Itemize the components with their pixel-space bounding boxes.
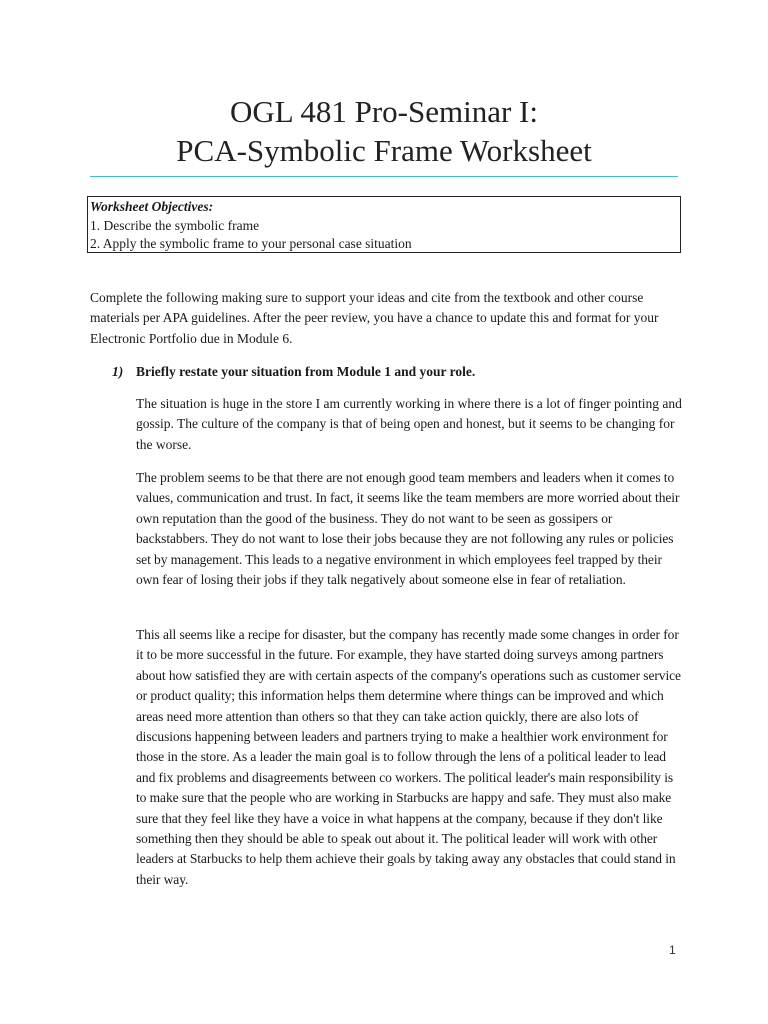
instructions-paragraph: Complete the following making sure to support your ideas and cite from the textbook and other course materials per APA guidelines. After the peer review, you have a chance to update this and format for your Electronic Portfolio due in Module 6. (90, 290, 659, 346)
page-number: 1 (669, 943, 676, 957)
answer-paragraph: The situation is huge in the store I am currently working in where there is a lot of finger pointing and gossip. The culture of the company is that of being open and honest, but it seems to be changing for the worse. (136, 396, 682, 452)
document-title-line-1: OGL 481 Pro-Seminar I: (230, 94, 538, 129)
question-number: 1) (112, 364, 124, 379)
objectives-heading: Worksheet Objectives: (90, 199, 214, 214)
answer-paragraph: This all seems like a recipe for disaster, but the company has recently made some changes in order for it to be more successful in the future. For example, they have started doing surveys among partners about how satisfied they are with certain aspects of the company's operations such as customer service or product quality; this information helps them determine where things can be improved and which areas need more attention than others so that they can take action quickly, there are also lots of discusions happening between leaders and partners trying to make a healthier work environment for those in the store. As a leader the main goal is to follow through the lens of a political leader to lead and fix problems and disagreements between co workers. The political leader's main responsibility is to make sure that the people who are working in Starbucks are happy and safe. They must also make sure that they feel like they have a voice in what happens at the company, because if they don't like something then they should be able to speak out about it. The political leader will work with other leaders at Starbucks to help them achieve their goals by taking away any obstacles that could stand in their way. (136, 627, 681, 887)
question-1 (112, 362, 475, 382)
objectives-box (87, 196, 681, 253)
objective-item: 1. Describe the symbolic frame (90, 217, 260, 233)
title-divider (90, 176, 678, 177)
document-title-line-2: PCA-Symbolic Frame Worksheet (176, 133, 592, 168)
answer-paragraph: The problem seems to be that there are not enough good team members and leaders when it comes to values, communication and trust. In fact, it seems like the team members are more worried about their own reputation than the good of the business. They do not want to be seen as gossipers or backstabbers. They do not want to lose their jobs because they are not following any rules or policies set by management. This leads to a negative environment in which employees feel trapped by their own fear of losing their jobs if they talk negatively about someone else in fear of retaliation. (136, 470, 680, 588)
objective-item: 2. Apply the symbolic frame to your personal case situation (90, 236, 412, 251)
question-text: Briefly restate your situation from Module 1 and your role. (136, 364, 476, 379)
